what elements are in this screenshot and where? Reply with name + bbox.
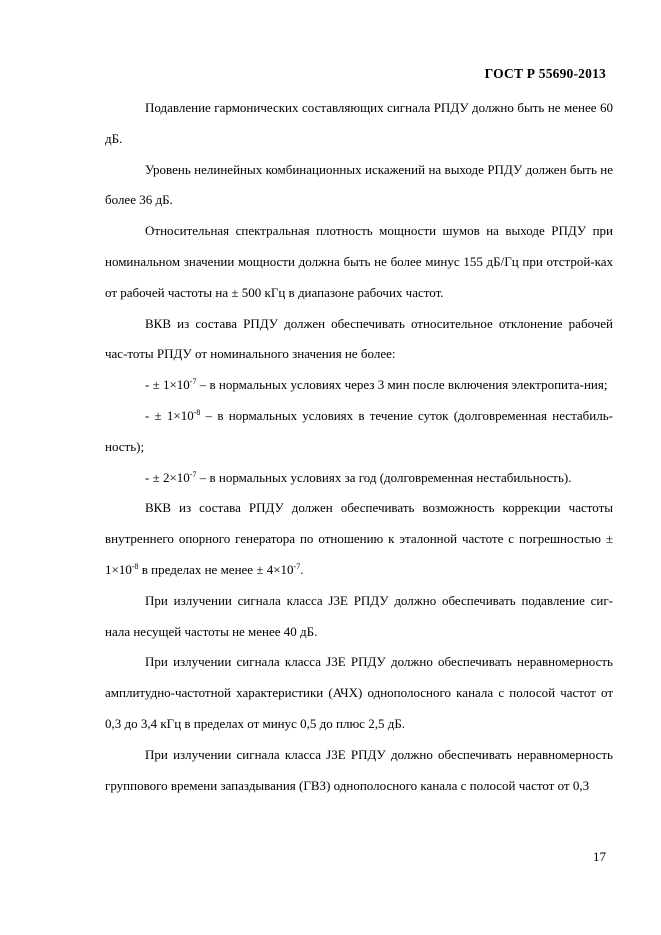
exponent: -8 [131,561,139,571]
list-item [105,401,613,463]
page-number: 17 [593,849,606,864]
paragraph: При излучении сигнала класса J3E РПДУ должно обеспечивать подавление сиг-нала несущей частоты не менее 40 дБ. [105,592,613,639]
text-run: – в нормальных условиях через 3 мин после включения электропита-ния; [196,377,608,393]
paragraph: Уровень нелинейных комбинационных искажений на выходе РПДУ должен быть не более 36 дБ. [105,161,613,208]
text-run: – в нормальных условиях за год (долговременная нестабильность). [196,469,572,485]
exponent: -7 [189,377,197,387]
document-id-header: ГОСТ Р 55690-2013 [484,66,606,81]
list-item [105,463,613,494]
paragraph: ВКВ из состава РПДУ должен обеспечивать относительное отклонение рабочей час-тоты РПДУ от номинального значения не более: [105,315,613,362]
exponent: -8 [193,407,201,417]
text-run: в пределах не менее ± 4×10 [138,561,294,577]
paragraph: Подавление гармонических составляющих сигнала РПДУ должно быть не менее 60 дБ. [105,100,613,146]
text-run: - ± 1×10 [145,407,194,423]
paragraph: Относительная спектральная плотность мощности шумов на выходе РПДУ при номинальном значении мощности должна быть не более минус 155 дБ/Гц при отстрой-ках от рабочей частоты на ± 500 кГц в диапазоне рабочих частот. [105,223,613,300]
text-run: . [300,561,304,577]
paragraph: При излучении сигнала класса J3E РПДУ должно обеспечивать неравномерность группового времени запаздывания (ГВЗ) однополосного канала с полосой частот от 0,3 [105,746,613,793]
text-run: ВКВ из состава РПДУ должен обеспечивать возможность коррекции частоты внутреннего опорного генератора по отношению к эталонной частоте с погрешностью ± 1×10 [105,500,613,577]
list-item [105,370,613,401]
text-run: - ± 2×10 [145,469,190,485]
paragraph: При излучении сигнала класса J3E РПДУ должно обеспечивать неравномерность амплитудно-частотной характеристики (АЧХ) однополосного канала с полосой частот от 0,3 до 3,4 кГц в пределах от минус 0,5 до плюс 2,5 дБ. [105,654,613,731]
document-body [105,93,613,801]
exponent: -7 [189,469,197,479]
exponent: -7 [293,561,301,571]
text-run: – в нормальных условиях в течение суток (долговременная нестабиль-ность); [105,407,613,454]
paragraph [105,493,613,585]
text-run: - ± 1×10 [145,377,190,393]
